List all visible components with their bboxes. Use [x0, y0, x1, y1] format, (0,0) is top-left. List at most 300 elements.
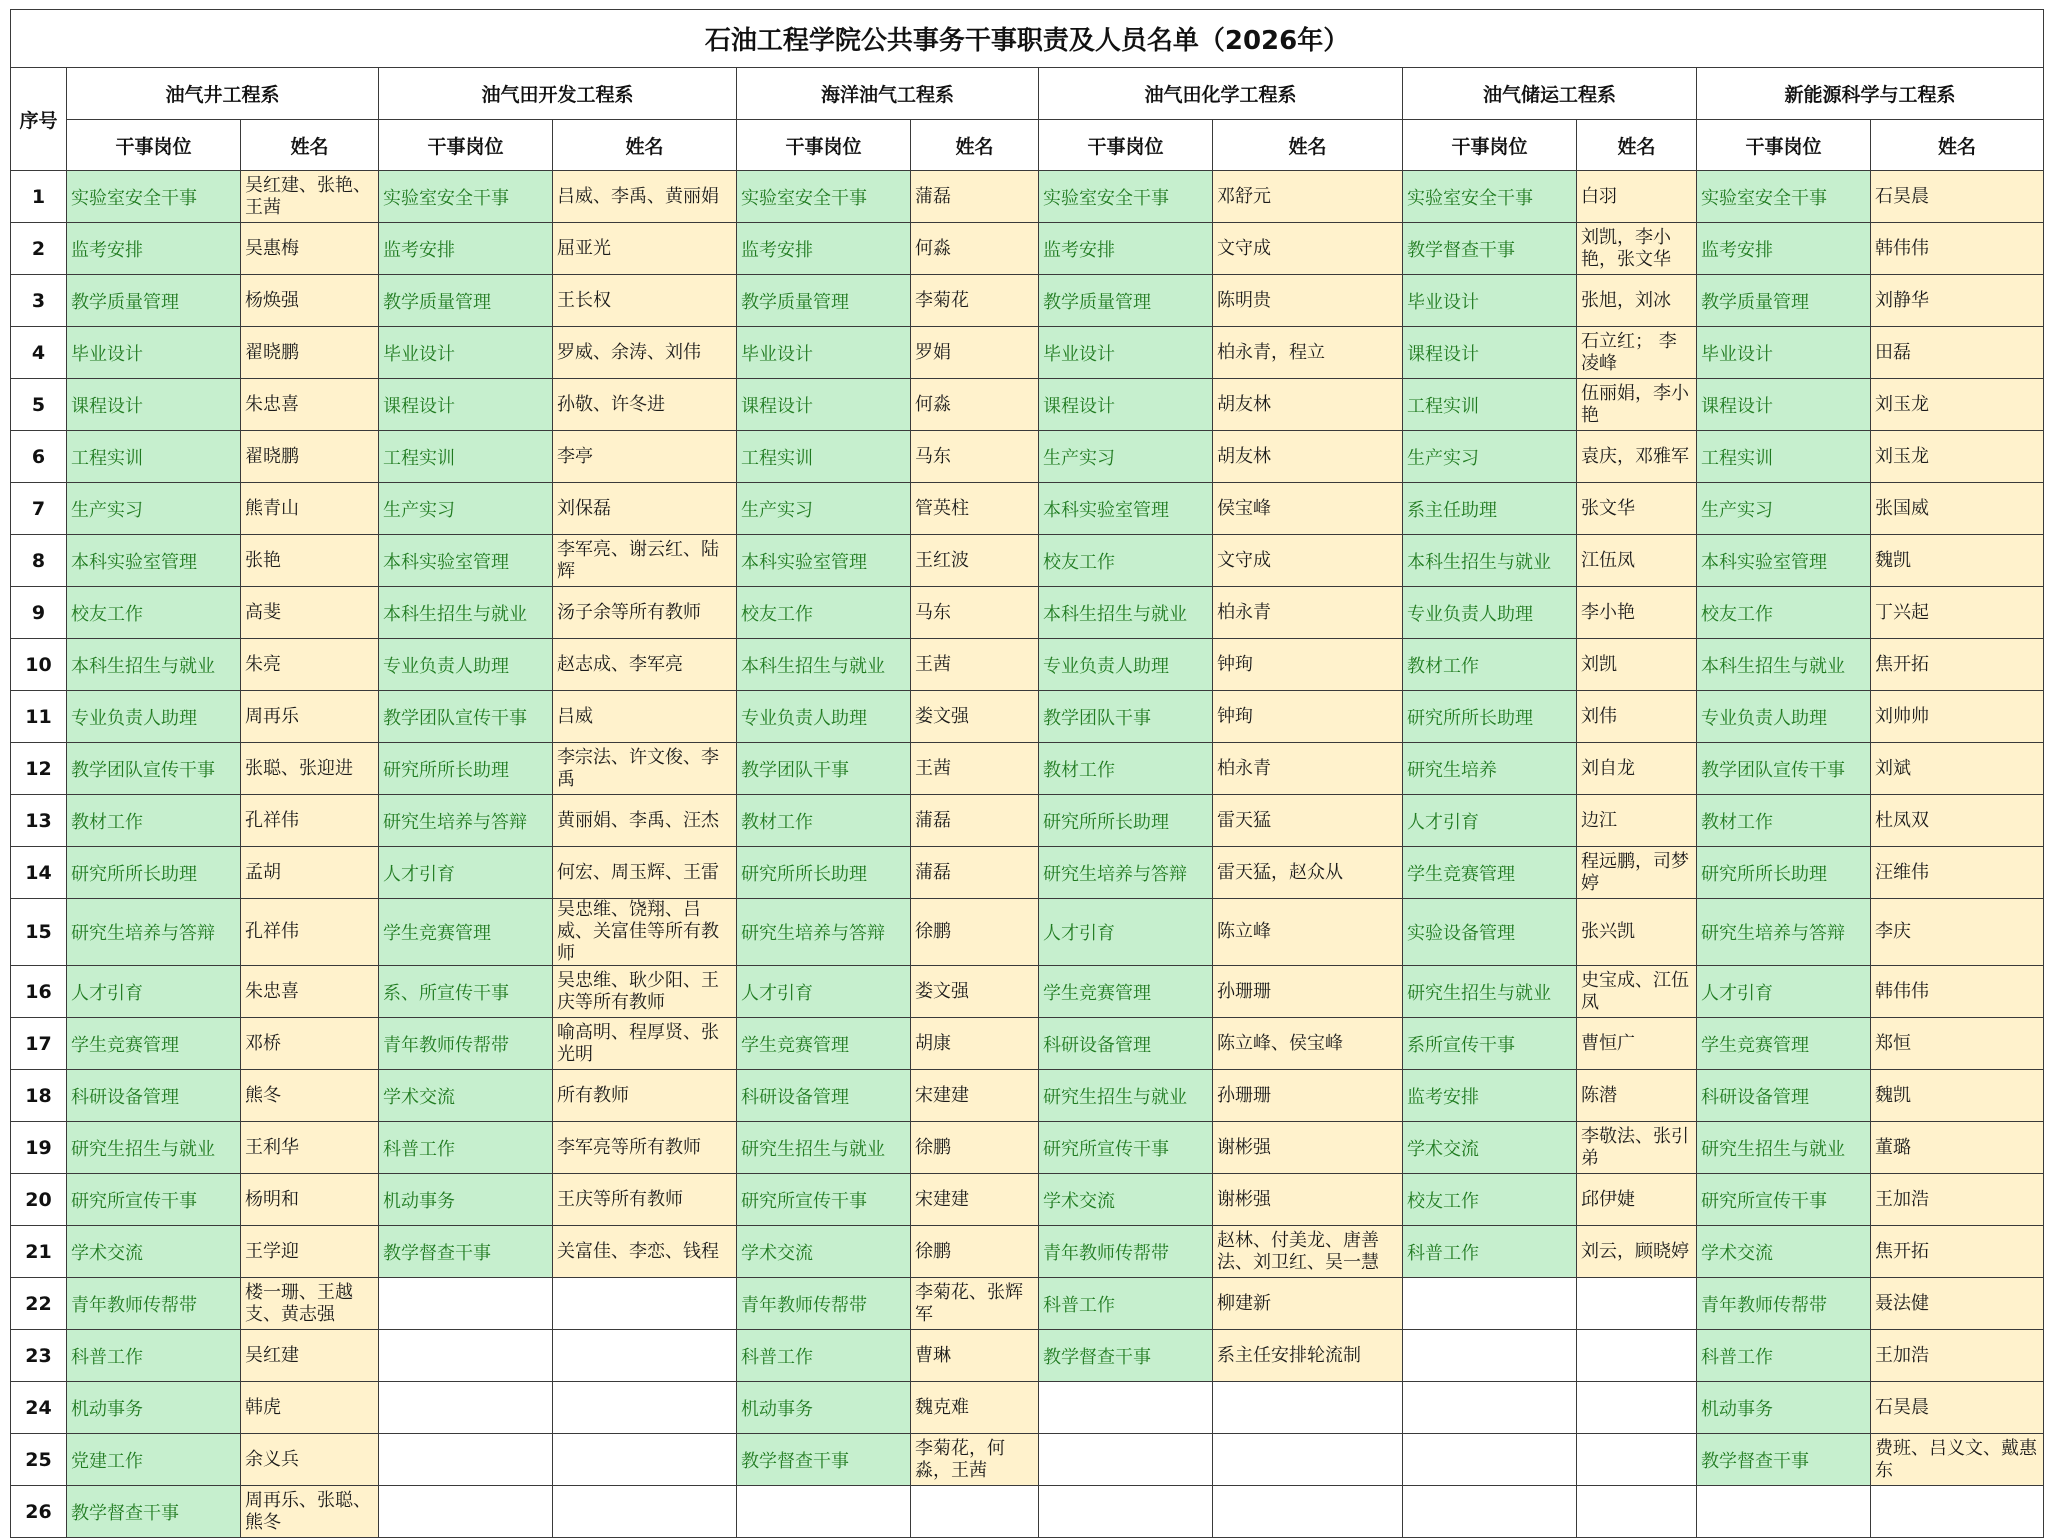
- staff-name-cell[interactable]: 韩虎: [241, 1382, 379, 1434]
- duty-position-cell[interactable]: 教学团队宣传干事: [1697, 743, 1871, 795]
- staff-name-cell[interactable]: 石昊晨: [1871, 171, 2044, 223]
- staff-name-cell[interactable]: 程远鹏，司梦婷: [1577, 847, 1697, 899]
- staff-name-cell[interactable]: 张兴凯: [1577, 899, 1697, 966]
- staff-name-cell[interactable]: 关富佳、李恋、钱程: [553, 1226, 737, 1278]
- duty-position-cell[interactable]: 教材工作: [1403, 639, 1577, 691]
- duty-position-cell[interactable]: 研究生招生与就业: [1697, 1122, 1871, 1174]
- duty-position-cell[interactable]: 研究生培养与答辩: [737, 899, 911, 966]
- duty-position-cell[interactable]: 研究所宣传干事: [737, 1174, 911, 1226]
- staff-name-cell[interactable]: 刘玉龙: [1871, 431, 2044, 483]
- duty-position-cell[interactable]: 实验室安全干事: [737, 171, 911, 223]
- duty-position-cell[interactable]: 研究生招生与就业: [1039, 1070, 1213, 1122]
- staff-name-cell[interactable]: 朱忠喜: [241, 966, 379, 1018]
- duty-position-cell[interactable]: 教材工作: [67, 795, 241, 847]
- duty-position-cell[interactable]: 工程实训: [737, 431, 911, 483]
- empty-cell[interactable]: [1697, 1486, 1871, 1538]
- duty-position-cell[interactable]: 本科生招生与就业: [1697, 639, 1871, 691]
- duty-position-cell[interactable]: 教学团队宣传干事: [67, 743, 241, 795]
- staff-name-cell[interactable]: 文守成: [1213, 223, 1403, 275]
- duty-position-cell[interactable]: 教学质量管理: [1697, 275, 1871, 327]
- empty-cell[interactable]: [1403, 1382, 1577, 1434]
- duty-position-cell[interactable]: 科研设备管理: [67, 1070, 241, 1122]
- staff-name-cell[interactable]: 刘自龙: [1577, 743, 1697, 795]
- duty-position-cell[interactable]: 毕业设计: [1403, 275, 1577, 327]
- staff-name-cell[interactable]: 王茜: [911, 743, 1039, 795]
- staff-name-cell[interactable]: 马东: [911, 587, 1039, 639]
- empty-cell[interactable]: [1577, 1330, 1697, 1382]
- staff-name-cell[interactable]: 田磊: [1871, 327, 2044, 379]
- duty-position-cell[interactable]: 青年教师传帮带: [737, 1278, 911, 1330]
- staff-name-cell[interactable]: 李小艳: [1577, 587, 1697, 639]
- duty-position-cell[interactable]: 研究所宣传干事: [1039, 1122, 1213, 1174]
- staff-name-cell[interactable]: 刘斌: [1871, 743, 2044, 795]
- staff-name-cell[interactable]: 喻高明、程厚贤、张光明: [553, 1018, 737, 1070]
- duty-position-cell[interactable]: 校友工作: [1697, 587, 1871, 639]
- staff-name-cell[interactable]: 聂法健: [1871, 1278, 2044, 1330]
- staff-name-cell[interactable]: 孔祥伟: [241, 795, 379, 847]
- staff-name-cell[interactable]: 周再乐: [241, 691, 379, 743]
- duty-position-cell[interactable]: 系、所宣传干事: [379, 966, 553, 1018]
- duty-position-cell[interactable]: 科普工作: [1039, 1278, 1213, 1330]
- staff-name-cell[interactable]: 罗威、余涛、刘伟: [553, 327, 737, 379]
- duty-position-cell[interactable]: 本科生招生与就业: [67, 639, 241, 691]
- staff-name-cell[interactable]: 丁兴起: [1871, 587, 2044, 639]
- duty-position-cell[interactable]: 本科生招生与就业: [737, 639, 911, 691]
- staff-name-cell[interactable]: 吕威、李禹、黄丽娟: [553, 171, 737, 223]
- empty-cell[interactable]: [1403, 1486, 1577, 1538]
- duty-position-cell[interactable]: 本科实验室管理: [1039, 483, 1213, 535]
- staff-name-cell[interactable]: 熊冬: [241, 1070, 379, 1122]
- duty-position-cell[interactable]: 研究所所长助理: [1403, 691, 1577, 743]
- staff-name-cell[interactable]: 王利华: [241, 1122, 379, 1174]
- staff-name-cell[interactable]: 娄文强: [911, 691, 1039, 743]
- duty-position-cell[interactable]: 研究所所长助理: [1697, 847, 1871, 899]
- staff-name-cell[interactable]: 费班、吕义文、戴惠东: [1871, 1434, 2044, 1486]
- duty-position-cell[interactable]: 学术交流: [737, 1226, 911, 1278]
- empty-cell[interactable]: [553, 1330, 737, 1382]
- duty-position-cell[interactable]: 教学督查干事: [379, 1226, 553, 1278]
- staff-name-cell[interactable]: 杜凤双: [1871, 795, 2044, 847]
- duty-position-cell[interactable]: 学生竞赛管理: [379, 899, 553, 966]
- staff-name-cell[interactable]: 所有教师: [553, 1070, 737, 1122]
- staff-name-cell[interactable]: 魏凯: [1871, 535, 2044, 587]
- staff-name-cell[interactable]: 李菊花，何淼，王茜: [911, 1434, 1039, 1486]
- staff-name-cell[interactable]: 侯宝峰: [1213, 483, 1403, 535]
- empty-cell[interactable]: [737, 1486, 911, 1538]
- duty-position-cell[interactable]: 学术交流: [379, 1070, 553, 1122]
- staff-name-cell[interactable]: 张艳: [241, 535, 379, 587]
- staff-name-cell[interactable]: 吴惠梅: [241, 223, 379, 275]
- duty-position-cell[interactable]: 人才引育: [67, 966, 241, 1018]
- staff-name-cell[interactable]: 宋建建: [911, 1174, 1039, 1226]
- duty-position-cell[interactable]: 校友工作: [1403, 1174, 1577, 1226]
- staff-name-cell[interactable]: 陈立峰、侯宝峰: [1213, 1018, 1403, 1070]
- empty-cell[interactable]: [553, 1278, 737, 1330]
- duty-position-cell[interactable]: 毕业设计: [379, 327, 553, 379]
- duty-position-cell[interactable]: 本科实验室管理: [379, 535, 553, 587]
- duty-position-cell[interactable]: 人才引育: [379, 847, 553, 899]
- empty-cell[interactable]: [911, 1486, 1039, 1538]
- duty-position-cell[interactable]: 机动事务: [379, 1174, 553, 1226]
- empty-cell[interactable]: [1039, 1486, 1213, 1538]
- staff-name-cell[interactable]: 翟晓鹏: [241, 327, 379, 379]
- staff-name-cell[interactable]: 赵林、付美龙、唐善法、刘卫红、吴一慧: [1213, 1226, 1403, 1278]
- staff-name-cell[interactable]: 何淼: [911, 223, 1039, 275]
- duty-position-cell[interactable]: 生产实习: [1039, 431, 1213, 483]
- duty-position-cell[interactable]: 课程设计: [737, 379, 911, 431]
- duty-position-cell[interactable]: 本科实验室管理: [737, 535, 911, 587]
- duty-position-cell[interactable]: 监考安排: [67, 223, 241, 275]
- duty-position-cell[interactable]: 教学督查干事: [67, 1486, 241, 1538]
- duty-position-cell[interactable]: 教学质量管理: [1039, 275, 1213, 327]
- duty-position-cell[interactable]: 研究生招生与就业: [1403, 966, 1577, 1018]
- duty-position-cell[interactable]: 青年教师传帮带: [67, 1278, 241, 1330]
- staff-name-cell[interactable]: 何宏、周玉辉、王雷: [553, 847, 737, 899]
- duty-position-cell[interactable]: 机动事务: [1697, 1382, 1871, 1434]
- empty-cell[interactable]: [1213, 1382, 1403, 1434]
- staff-name-cell[interactable]: 刘保磊: [553, 483, 737, 535]
- staff-name-cell[interactable]: 蒲磊: [911, 847, 1039, 899]
- staff-name-cell[interactable]: 李宗法、许文俊、李禹: [553, 743, 737, 795]
- staff-name-cell[interactable]: 汤子余等所有教师: [553, 587, 737, 639]
- duty-position-cell[interactable]: 研究所所长助理: [737, 847, 911, 899]
- duty-position-cell[interactable]: 校友工作: [67, 587, 241, 639]
- staff-name-cell[interactable]: 黄丽娟、李禹、汪杰: [553, 795, 737, 847]
- staff-name-cell[interactable]: 李军亮、谢云红、陆辉: [553, 535, 737, 587]
- staff-name-cell[interactable]: 江伍凤: [1577, 535, 1697, 587]
- duty-position-cell[interactable]: 青年教师传帮带: [1697, 1278, 1871, 1330]
- staff-name-cell[interactable]: 吴忠维、饶翔、吕威、关富佳等所有教师: [553, 899, 737, 966]
- duty-position-cell[interactable]: 教学团队干事: [737, 743, 911, 795]
- staff-name-cell[interactable]: 魏克难: [911, 1382, 1039, 1434]
- duty-position-cell[interactable]: 课程设计: [1697, 379, 1871, 431]
- staff-name-cell[interactable]: 谢彬强: [1213, 1174, 1403, 1226]
- duty-position-cell[interactable]: 专业负责人助理: [1403, 587, 1577, 639]
- staff-name-cell[interactable]: 董璐: [1871, 1122, 2044, 1174]
- empty-cell[interactable]: [1403, 1278, 1577, 1330]
- duty-position-cell[interactable]: 人才引育: [737, 966, 911, 1018]
- staff-name-cell[interactable]: 石立红； 李凌峰: [1577, 327, 1697, 379]
- duty-position-cell[interactable]: 教材工作: [1039, 743, 1213, 795]
- staff-name-cell[interactable]: 柳建新: [1213, 1278, 1403, 1330]
- empty-cell[interactable]: [1577, 1382, 1697, 1434]
- empty-cell[interactable]: [379, 1382, 553, 1434]
- staff-name-cell[interactable]: 陈立峰: [1213, 899, 1403, 966]
- staff-name-cell[interactable]: 朱忠喜: [241, 379, 379, 431]
- duty-position-cell[interactable]: 教学督查干事: [1403, 223, 1577, 275]
- duty-position-cell[interactable]: 教学质量管理: [737, 275, 911, 327]
- duty-position-cell[interactable]: 实验室安全干事: [379, 171, 553, 223]
- duty-position-cell[interactable]: 教学团队宣传干事: [379, 691, 553, 743]
- staff-name-cell[interactable]: 刘云，顾晓婷: [1577, 1226, 1697, 1278]
- staff-name-cell[interactable]: 焦开拓: [1871, 639, 2044, 691]
- staff-name-cell[interactable]: 系主任安排轮流制: [1213, 1330, 1403, 1382]
- empty-cell[interactable]: [1577, 1486, 1697, 1538]
- staff-name-cell[interactable]: 周再乐、张聪、熊冬: [241, 1486, 379, 1538]
- duty-position-cell[interactable]: 研究生培养与答辩: [67, 899, 241, 966]
- duty-position-cell[interactable]: 学生竞赛管理: [67, 1018, 241, 1070]
- duty-position-cell[interactable]: 工程实训: [1403, 379, 1577, 431]
- duty-position-cell[interactable]: 教学督查干事: [1697, 1434, 1871, 1486]
- duty-position-cell[interactable]: 毕业设计: [67, 327, 241, 379]
- staff-name-cell[interactable]: 张文华: [1577, 483, 1697, 535]
- empty-cell[interactable]: [379, 1330, 553, 1382]
- staff-name-cell[interactable]: 刘静华: [1871, 275, 2044, 327]
- staff-name-cell[interactable]: 胡康: [911, 1018, 1039, 1070]
- staff-name-cell[interactable]: 刘帅帅: [1871, 691, 2044, 743]
- duty-position-cell[interactable]: 本科实验室管理: [1697, 535, 1871, 587]
- staff-name-cell[interactable]: 陈潜: [1577, 1070, 1697, 1122]
- staff-name-cell[interactable]: 邓舒元: [1213, 171, 1403, 223]
- staff-name-cell[interactable]: 陈明贵: [1213, 275, 1403, 327]
- empty-cell[interactable]: [1871, 1486, 2044, 1538]
- empty-cell[interactable]: [1039, 1434, 1213, 1486]
- duty-position-cell[interactable]: 专业负责人助理: [379, 639, 553, 691]
- duty-position-cell[interactable]: 教学质量管理: [379, 275, 553, 327]
- staff-name-cell[interactable]: 管英柱: [911, 483, 1039, 535]
- staff-name-cell[interactable]: 高斐: [241, 587, 379, 639]
- duty-position-cell[interactable]: 监考安排: [1697, 223, 1871, 275]
- duty-position-cell[interactable]: 课程设计: [1039, 379, 1213, 431]
- staff-name-cell[interactable]: 刘凯: [1577, 639, 1697, 691]
- staff-name-cell[interactable]: 宋建建: [911, 1070, 1039, 1122]
- staff-name-cell[interactable]: 雷天猛，赵众从: [1213, 847, 1403, 899]
- duty-position-cell[interactable]: 监考安排: [737, 223, 911, 275]
- duty-position-cell[interactable]: 研究所所长助理: [67, 847, 241, 899]
- staff-name-cell[interactable]: 余义兵: [241, 1434, 379, 1486]
- empty-cell[interactable]: [1403, 1434, 1577, 1486]
- duty-position-cell[interactable]: 研究生培养与答辩: [379, 795, 553, 847]
- staff-name-cell[interactable]: 孙敬、许冬进: [553, 379, 737, 431]
- staff-name-cell[interactable]: 翟晓鹏: [241, 431, 379, 483]
- duty-position-cell[interactable]: 研究所宣传干事: [67, 1174, 241, 1226]
- empty-cell[interactable]: [379, 1278, 553, 1330]
- duty-position-cell[interactable]: 人才引育: [1403, 795, 1577, 847]
- duty-position-cell[interactable]: 校友工作: [1039, 535, 1213, 587]
- staff-name-cell[interactable]: 曹恒广: [1577, 1018, 1697, 1070]
- duty-position-cell[interactable]: 机动事务: [737, 1382, 911, 1434]
- staff-name-cell[interactable]: 邱伊婕: [1577, 1174, 1697, 1226]
- staff-name-cell[interactable]: 张旭，刘冰: [1577, 275, 1697, 327]
- duty-position-cell[interactable]: 生产实习: [737, 483, 911, 535]
- empty-cell[interactable]: [1213, 1434, 1403, 1486]
- duty-position-cell[interactable]: 研究所所长助理: [379, 743, 553, 795]
- staff-name-cell[interactable]: 柏永青: [1213, 587, 1403, 639]
- duty-position-cell[interactable]: 科普工作: [379, 1122, 553, 1174]
- staff-name-cell[interactable]: 孙珊珊: [1213, 1070, 1403, 1122]
- staff-name-cell[interactable]: 韩伟伟: [1871, 966, 2044, 1018]
- duty-position-cell[interactable]: 监考安排: [1403, 1070, 1577, 1122]
- duty-position-cell[interactable]: 教学团队干事: [1039, 691, 1213, 743]
- staff-name-cell[interactable]: 袁庆，邓雅军: [1577, 431, 1697, 483]
- staff-name-cell[interactable]: 王长权: [553, 275, 737, 327]
- duty-position-cell[interactable]: 专业负责人助理: [67, 691, 241, 743]
- duty-position-cell[interactable]: 研究生培养与答辩: [1697, 899, 1871, 966]
- staff-name-cell[interactable]: 柏永青，程立: [1213, 327, 1403, 379]
- duty-position-cell[interactable]: 研究所所长助理: [1039, 795, 1213, 847]
- empty-cell[interactable]: [1039, 1382, 1213, 1434]
- duty-position-cell[interactable]: 本科生招生与就业: [1039, 587, 1213, 639]
- duty-position-cell[interactable]: 学生竞赛管理: [1697, 1018, 1871, 1070]
- duty-position-cell[interactable]: 学生竞赛管理: [737, 1018, 911, 1070]
- duty-position-cell[interactable]: 科普工作: [1697, 1330, 1871, 1382]
- duty-position-cell[interactable]: 工程实训: [67, 431, 241, 483]
- staff-name-cell[interactable]: 刘玉龙: [1871, 379, 2044, 431]
- staff-name-cell[interactable]: 谢彬强: [1213, 1122, 1403, 1174]
- staff-name-cell[interactable]: 李菊花、张辉军: [911, 1278, 1039, 1330]
- staff-name-cell[interactable]: 胡友林: [1213, 431, 1403, 483]
- duty-position-cell[interactable]: 科普工作: [1403, 1226, 1577, 1278]
- staff-name-cell[interactable]: 钟珣: [1213, 639, 1403, 691]
- duty-position-cell[interactable]: 科普工作: [67, 1330, 241, 1382]
- staff-name-cell[interactable]: 蒲磊: [911, 171, 1039, 223]
- staff-name-cell[interactable]: 孔祥伟: [241, 899, 379, 966]
- duty-position-cell[interactable]: 实验室安全干事: [1403, 171, 1577, 223]
- duty-position-cell[interactable]: 研究生招生与就业: [67, 1122, 241, 1174]
- staff-name-cell[interactable]: 白羽: [1577, 171, 1697, 223]
- duty-position-cell[interactable]: 实验室安全干事: [1039, 171, 1213, 223]
- staff-name-cell[interactable]: 孙珊珊: [1213, 966, 1403, 1018]
- duty-position-cell[interactable]: 专业负责人助理: [1039, 639, 1213, 691]
- staff-name-cell[interactable]: 熊青山: [241, 483, 379, 535]
- staff-name-cell[interactable]: 王茜: [911, 639, 1039, 691]
- empty-cell[interactable]: [1577, 1434, 1697, 1486]
- duty-position-cell[interactable]: 学术交流: [1697, 1226, 1871, 1278]
- staff-name-cell[interactable]: 罗娟: [911, 327, 1039, 379]
- staff-name-cell[interactable]: 马东: [911, 431, 1039, 483]
- duty-position-cell[interactable]: 系主任助理: [1403, 483, 1577, 535]
- staff-name-cell[interactable]: 徐鹏: [911, 899, 1039, 966]
- duty-position-cell[interactable]: 党建工作: [67, 1434, 241, 1486]
- duty-position-cell[interactable]: 实验室安全干事: [67, 171, 241, 223]
- staff-name-cell[interactable]: 王加浩: [1871, 1174, 2044, 1226]
- staff-name-cell[interactable]: 王加浩: [1871, 1330, 2044, 1382]
- duty-position-cell[interactable]: 学术交流: [1403, 1122, 1577, 1174]
- duty-position-cell[interactable]: 学术交流: [67, 1226, 241, 1278]
- duty-position-cell[interactable]: 实验设备管理: [1403, 899, 1577, 966]
- staff-name-cell[interactable]: 屈亚光: [553, 223, 737, 275]
- duty-position-cell[interactable]: 专业负责人助理: [737, 691, 911, 743]
- duty-position-cell[interactable]: 科研设备管理: [1697, 1070, 1871, 1122]
- duty-position-cell[interactable]: 监考安排: [1039, 223, 1213, 275]
- duty-position-cell[interactable]: 教材工作: [737, 795, 911, 847]
- staff-name-cell[interactable]: 杨焕强: [241, 275, 379, 327]
- empty-cell[interactable]: [379, 1486, 553, 1538]
- empty-cell[interactable]: [1577, 1278, 1697, 1330]
- duty-position-cell[interactable]: 校友工作: [737, 587, 911, 639]
- duty-position-cell[interactable]: 专业负责人助理: [1697, 691, 1871, 743]
- staff-name-cell[interactable]: 王庆等所有教师: [553, 1174, 737, 1226]
- duty-position-cell[interactable]: 生产实习: [1697, 483, 1871, 535]
- staff-name-cell[interactable]: 焦开拓: [1871, 1226, 2044, 1278]
- empty-cell[interactable]: [553, 1486, 737, 1538]
- duty-position-cell[interactable]: 本科生招生与就业: [1403, 535, 1577, 587]
- duty-position-cell[interactable]: 科研设备管理: [737, 1070, 911, 1122]
- staff-name-cell[interactable]: 李敬法、张引弟: [1577, 1122, 1697, 1174]
- empty-cell[interactable]: [553, 1382, 737, 1434]
- staff-name-cell[interactable]: 柏永青: [1213, 743, 1403, 795]
- staff-name-cell[interactable]: 徐鹏: [911, 1122, 1039, 1174]
- staff-name-cell[interactable]: 胡友林: [1213, 379, 1403, 431]
- staff-name-cell[interactable]: 娄文强: [911, 966, 1039, 1018]
- staff-name-cell[interactable]: 雷天猛: [1213, 795, 1403, 847]
- staff-name-cell[interactable]: 楼一珊、王越支、黄志强: [241, 1278, 379, 1330]
- duty-position-cell[interactable]: 课程设计: [67, 379, 241, 431]
- duty-position-cell[interactable]: 研究生培养: [1403, 743, 1577, 795]
- duty-position-cell[interactable]: 研究所宣传干事: [1697, 1174, 1871, 1226]
- duty-position-cell[interactable]: 工程实训: [379, 431, 553, 483]
- staff-name-cell[interactable]: 朱亮: [241, 639, 379, 691]
- duty-position-cell[interactable]: 工程实训: [1697, 431, 1871, 483]
- duty-position-cell[interactable]: 教学质量管理: [67, 275, 241, 327]
- staff-name-cell[interactable]: 李庆: [1871, 899, 2044, 966]
- duty-position-cell[interactable]: 研究生招生与就业: [737, 1122, 911, 1174]
- staff-name-cell[interactable]: 李军亮等所有教师: [553, 1122, 737, 1174]
- duty-position-cell[interactable]: 教学督查干事: [737, 1434, 911, 1486]
- staff-name-cell[interactable]: 曹琳: [911, 1330, 1039, 1382]
- empty-cell[interactable]: [553, 1434, 737, 1486]
- staff-name-cell[interactable]: 吴红建、张艳、王茜: [241, 171, 379, 223]
- staff-name-cell[interactable]: 李菊花: [911, 275, 1039, 327]
- duty-position-cell[interactable]: 系所宣传干事: [1403, 1018, 1577, 1070]
- empty-cell[interactable]: [379, 1434, 553, 1486]
- staff-name-cell[interactable]: 赵志成、李军亮: [553, 639, 737, 691]
- duty-position-cell[interactable]: 毕业设计: [1697, 327, 1871, 379]
- duty-position-cell[interactable]: 人才引育: [1039, 899, 1213, 966]
- staff-name-cell[interactable]: 韩伟伟: [1871, 223, 2044, 275]
- staff-name-cell[interactable]: 伍丽娟，李小艳: [1577, 379, 1697, 431]
- empty-cell[interactable]: [1403, 1330, 1577, 1382]
- staff-name-cell[interactable]: 蒲磊: [911, 795, 1039, 847]
- duty-position-cell[interactable]: 科普工作: [737, 1330, 911, 1382]
- staff-name-cell[interactable]: 钟珣: [1213, 691, 1403, 743]
- staff-name-cell[interactable]: 吕威: [553, 691, 737, 743]
- staff-name-cell[interactable]: 魏凯: [1871, 1070, 2044, 1122]
- staff-name-cell[interactable]: 王红波: [911, 535, 1039, 587]
- staff-name-cell[interactable]: 孟胡: [241, 847, 379, 899]
- duty-position-cell[interactable]: 本科生招生与就业: [379, 587, 553, 639]
- duty-position-cell[interactable]: 青年教师传帮带: [379, 1018, 553, 1070]
- duty-position-cell[interactable]: 机动事务: [67, 1382, 241, 1434]
- duty-position-cell[interactable]: 毕业设计: [737, 327, 911, 379]
- duty-position-cell[interactable]: 监考安排: [379, 223, 553, 275]
- staff-name-cell[interactable]: 王学迎: [241, 1226, 379, 1278]
- duty-position-cell[interactable]: 实验室安全干事: [1697, 171, 1871, 223]
- duty-position-cell[interactable]: 青年教师传帮带: [1039, 1226, 1213, 1278]
- staff-name-cell[interactable]: 李亭: [553, 431, 737, 483]
- duty-position-cell[interactable]: 教学督查干事: [1039, 1330, 1213, 1382]
- staff-name-cell[interactable]: 文守成: [1213, 535, 1403, 587]
- staff-name-cell[interactable]: 何淼: [911, 379, 1039, 431]
- duty-position-cell[interactable]: 教材工作: [1697, 795, 1871, 847]
- duty-position-cell[interactable]: 人才引育: [1697, 966, 1871, 1018]
- staff-name-cell[interactable]: 徐鹏: [911, 1226, 1039, 1278]
- duty-position-cell[interactable]: 学生竞赛管理: [1039, 966, 1213, 1018]
- staff-name-cell[interactable]: 吴忠维、耿少阳、王庆等所有教师: [553, 966, 737, 1018]
- duty-position-cell[interactable]: 本科实验室管理: [67, 535, 241, 587]
- duty-position-cell[interactable]: 科研设备管理: [1039, 1018, 1213, 1070]
- empty-cell[interactable]: [1213, 1486, 1403, 1538]
- staff-name-cell[interactable]: 张国威: [1871, 483, 2044, 535]
- staff-name-cell[interactable]: 邓桥: [241, 1018, 379, 1070]
- staff-name-cell[interactable]: 史宝成、江伍凤: [1577, 966, 1697, 1018]
- duty-position-cell[interactable]: 课程设计: [1403, 327, 1577, 379]
- duty-position-cell[interactable]: 学生竞赛管理: [1403, 847, 1577, 899]
- staff-name-cell[interactable]: 刘伟: [1577, 691, 1697, 743]
- staff-name-cell[interactable]: 边江: [1577, 795, 1697, 847]
- staff-name-cell[interactable]: 刘凯，李小艳，张文华: [1577, 223, 1697, 275]
- staff-name-cell[interactable]: 张聪、张迎进: [241, 743, 379, 795]
